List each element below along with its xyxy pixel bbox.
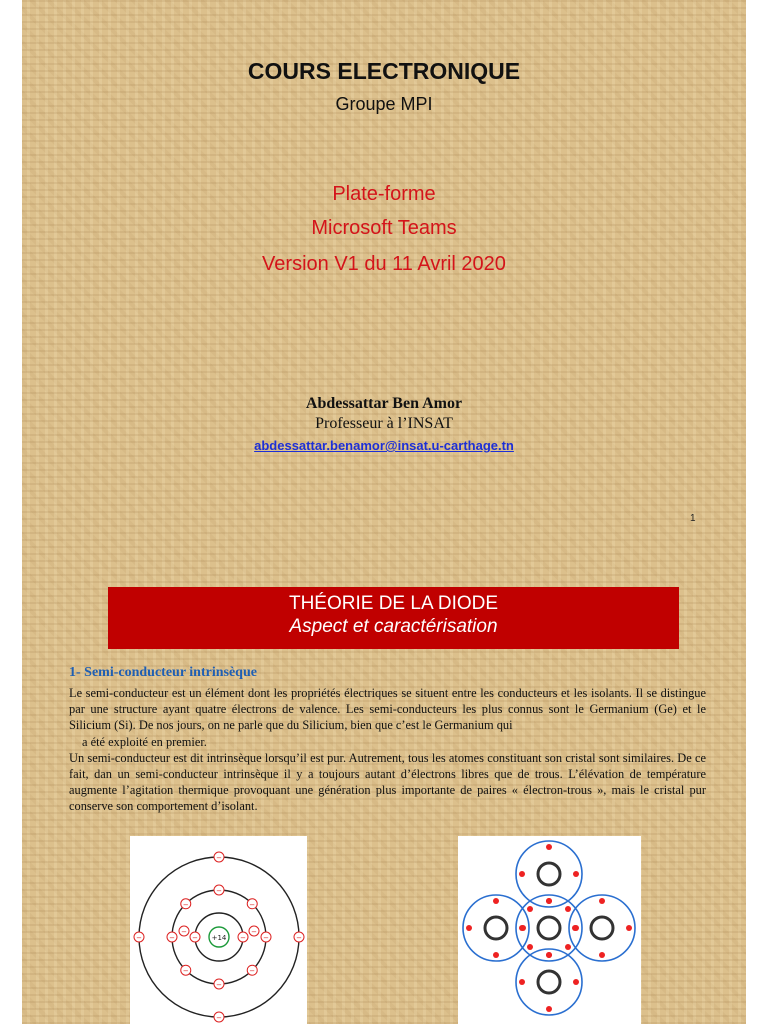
lattice-svg (458, 836, 641, 1024)
valence-electron (599, 952, 605, 958)
author-name: Abdessattar Ben Amor (305, 395, 463, 412)
electron-sign: − (216, 1014, 222, 1022)
silicon-atom-diagram (130, 836, 307, 1024)
banner-title: THÉORIE DE LA DIODE (288, 593, 499, 614)
valence-electron (626, 925, 632, 931)
electron-sign: − (263, 934, 269, 942)
electron-sign: − (251, 928, 257, 936)
valence-electron (573, 871, 579, 877)
valence-electron (599, 898, 605, 904)
banner-subtitle: Aspect et caractérisation (289, 616, 498, 637)
atom-core (591, 917, 613, 939)
atom-core (538, 917, 560, 939)
valence-electron (546, 898, 552, 904)
crystal-lattice-diagram (458, 836, 641, 1024)
paragraph-1-continuation: a été exploité en premier. (82, 734, 207, 749)
valence-electron (466, 925, 472, 931)
electron-sign: − (216, 981, 222, 989)
platform-name: Microsoft Teams (311, 217, 457, 239)
author-role: Professeur à l’INSAT (315, 415, 453, 432)
valence-electron (519, 871, 525, 877)
atom-svg (130, 836, 307, 1024)
paragraph-2: Un semi-conducteur est dit intrinsèque lorsqu’il est pur. Autrement, tous les atomes constituant son cristal sont similaires. De ce fait, dan un semi-conducteur intrinsèque il y a toujours autant d’électrons libres que de trous. L’élévation de température augmente l’agitation thermique provoquant une génération plus importante de paires « électron-trous », mais le cristal pur conserve son comportement d’isolant. (69, 750, 706, 814)
valence-electron (546, 1006, 552, 1012)
nucleus-label: +14 (211, 934, 227, 942)
platform-label: Plate-forme (332, 183, 436, 205)
valence-electron (527, 906, 533, 912)
valence-electron (546, 952, 552, 958)
electron-sign: − (136, 934, 142, 942)
section-banner (108, 587, 679, 649)
electron-sign: − (182, 967, 189, 976)
electron-sign: − (216, 854, 222, 862)
valence-electron (573, 979, 579, 985)
course-group: Groupe MPI (335, 94, 433, 114)
section-body (69, 685, 706, 815)
electron-sign: − (216, 887, 222, 895)
electron-sign: − (240, 934, 246, 942)
atom-core (485, 917, 507, 939)
valence-electron (519, 979, 525, 985)
page-number: 1 (690, 513, 696, 524)
atom-core (538, 971, 560, 993)
electron-sign: − (249, 967, 256, 976)
electron-sign: − (296, 934, 302, 942)
course-title: COURS ELECTRONIQUE (247, 58, 521, 84)
electron-sign: − (181, 928, 187, 936)
valence-electron (519, 925, 525, 931)
page-margin-left (0, 0, 22, 1024)
valence-electron (493, 898, 499, 904)
electron-sign: − (169, 934, 175, 942)
valence-electron (565, 944, 571, 950)
electron-sign: − (249, 900, 256, 909)
author-email-link[interactable]: abdessattar.benamor@insat.u-carthage.tn (254, 438, 514, 453)
section-heading: 1- Semi-conducteur intrinsèque (69, 665, 257, 680)
page-margin-right (746, 0, 768, 1024)
atom-core (538, 863, 560, 885)
electron-sign: − (192, 934, 198, 942)
version-info: Version V1 du 11 Avril 2020 (262, 253, 506, 275)
valence-electron (565, 906, 571, 912)
valence-electron (572, 925, 578, 931)
paragraph-1: Le semi-conducteur est un élément dont les propriétés électriques se situent entre les conducteurs et les isolants. Il se distingue par une structure ayant quatre électrons de valence. Les semi-conducteurs les plus connus sont le Germanium (Ge) et le Silicium (Si). De nos jours, on ne parle que du Silicium, bien que c’est le Germanium qui (69, 686, 706, 733)
valence-electron (527, 944, 533, 950)
valence-electron (493, 952, 499, 958)
electron-sign: − (182, 900, 189, 909)
valence-electron (546, 844, 552, 850)
lattice-group (463, 841, 635, 1015)
author-email-row (0, 437, 768, 455)
